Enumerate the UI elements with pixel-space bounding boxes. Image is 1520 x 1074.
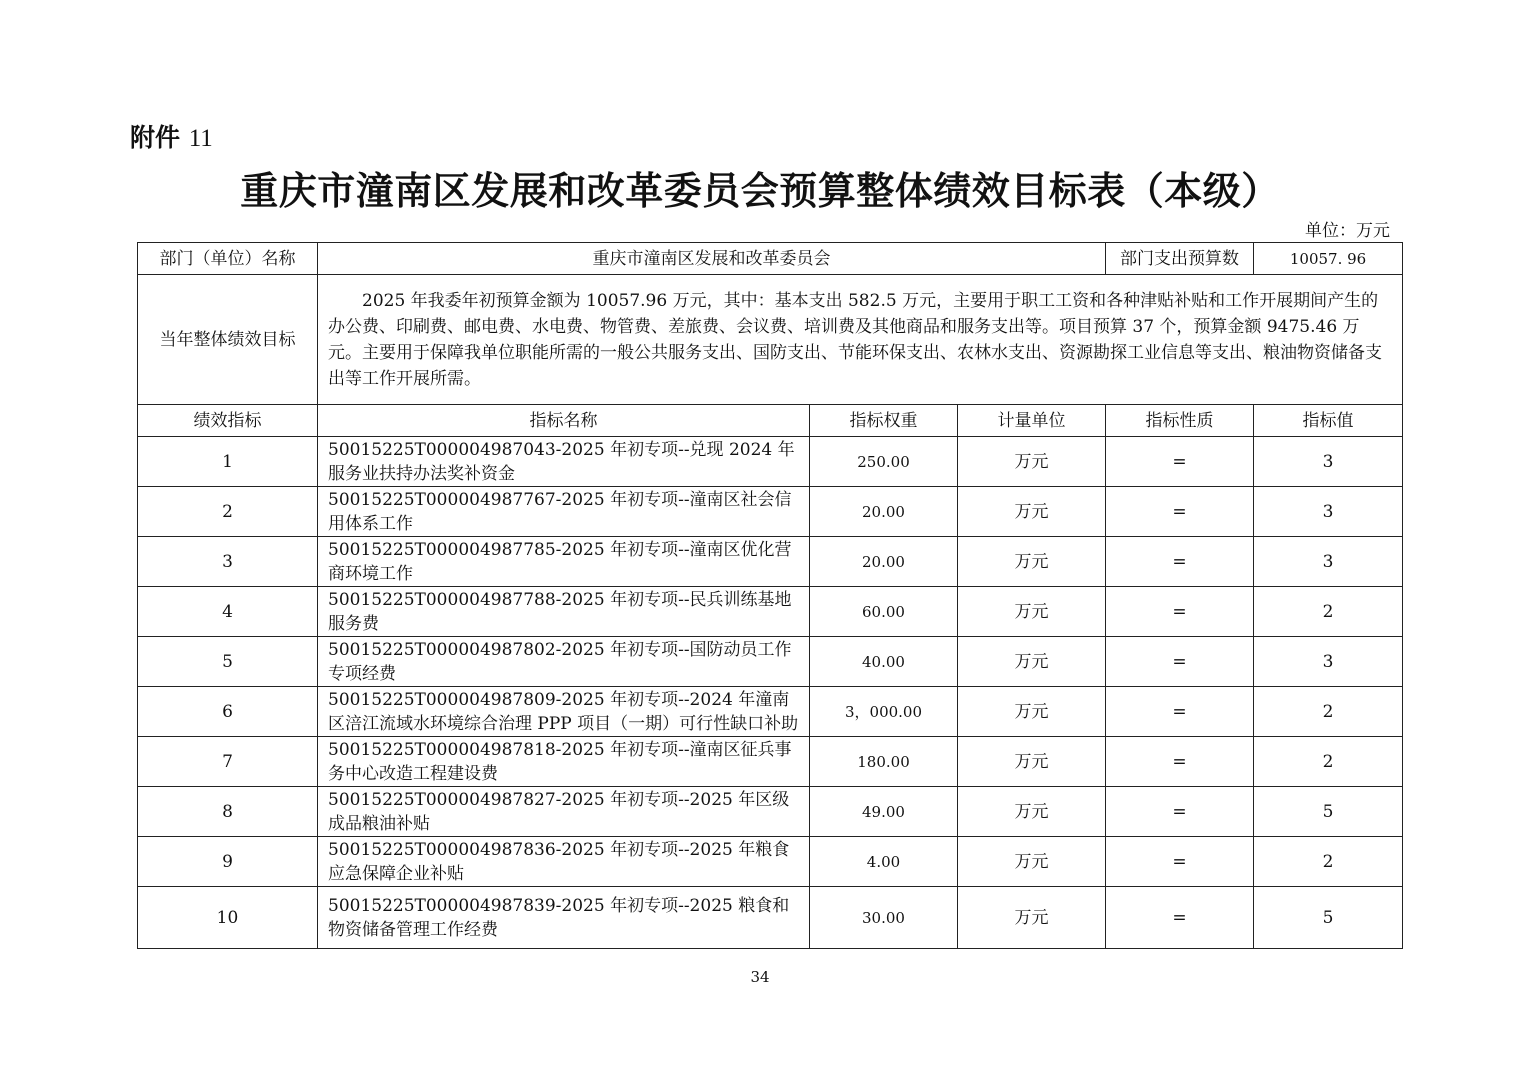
- row-nature: =: [1106, 637, 1254, 687]
- unit-label: 单位：万元: [1305, 221, 1390, 241]
- row-number: 2: [138, 487, 318, 537]
- budget-label: 部门支出预算数: [1106, 243, 1254, 275]
- row-name: 50015225T000004987043-2025 年初专项--兑现 2024 年服务业扶持办法奖补资金: [318, 437, 810, 487]
- table-row: [138, 887, 1403, 949]
- row-nature: =: [1106, 587, 1254, 637]
- row-nature: =: [1106, 737, 1254, 787]
- row-name: 50015225T000004987836-2025 年初专项--2025 年粮食应急保障企业补贴: [318, 837, 810, 887]
- table-row: [138, 487, 1403, 537]
- row-nature: =: [1106, 687, 1254, 737]
- page-title: 重庆市潼南区发展和改革委员会预算整体绩效目标表（本级）: [240, 169, 1280, 213]
- dept-label: 部门（单位）名称: [138, 243, 318, 275]
- col-weight: 指标权重: [810, 405, 958, 437]
- row-value: 3: [1254, 537, 1403, 587]
- row-weight: 4.00: [810, 837, 958, 887]
- row-unit: 万元: [958, 437, 1106, 487]
- goal-label: 当年整体绩效目标: [138, 275, 318, 405]
- attachment-label: [130, 118, 213, 154]
- row-unit: 万元: [958, 537, 1106, 587]
- row-weight: 49.00: [810, 787, 958, 837]
- row-number: 5: [138, 637, 318, 687]
- row-name: 50015225T000004987788-2025 年初专项--民兵训练基地服务费: [318, 587, 810, 637]
- row-value: 5: [1254, 787, 1403, 837]
- row-nature: =: [1106, 887, 1254, 949]
- row-name: 50015225T000004987767-2025 年初专项--潼南区社会信用体系工作: [318, 487, 810, 537]
- row-nature: =: [1106, 837, 1254, 887]
- col-nature: 指标性质: [1106, 405, 1254, 437]
- row-name: 50015225T000004987827-2025 年初专项--2025 年区级成品粮油补贴: [318, 787, 810, 837]
- row-nature: =: [1106, 537, 1254, 587]
- row-weight: 40.00: [810, 637, 958, 687]
- row-unit: 万元: [958, 837, 1106, 887]
- col-value: 指标值: [1254, 405, 1403, 437]
- row-name: 50015225T000004987802-2025 年初专项--国防动员工作专项经费: [318, 637, 810, 687]
- row-nature: =: [1106, 437, 1254, 487]
- col-name: 指标名称: [318, 405, 810, 437]
- table-row: [138, 687, 1403, 737]
- dept-name: 重庆市潼南区发展和改革委员会: [318, 243, 1106, 275]
- attachment-label-text: 附件: [130, 123, 181, 152]
- row-value: 2: [1254, 737, 1403, 787]
- row-number: 10: [138, 887, 318, 949]
- row-nature: =: [1106, 787, 1254, 837]
- row-name: 50015225T000004987785-2025 年初专项--潼南区优化营商环境工作: [318, 537, 810, 587]
- table-row: [138, 437, 1403, 487]
- table-row: [138, 837, 1403, 887]
- table-row: [138, 737, 1403, 787]
- row-name: 50015225T000004987839-2025 年初专项--2025 粮食和物资储备管理工作经费: [318, 887, 810, 949]
- column-header-row: [138, 405, 1403, 437]
- page-number: 34: [750, 968, 770, 986]
- row-value: 3: [1254, 637, 1403, 687]
- row-weight: 3，000.00: [810, 687, 958, 737]
- row-value: 3: [1254, 437, 1403, 487]
- row-number: 6: [138, 687, 318, 737]
- row-unit: 万元: [958, 737, 1106, 787]
- row-weight: 250.00: [810, 437, 958, 487]
- row-number: 3: [138, 537, 318, 587]
- goal-row: [138, 275, 1403, 405]
- row-unit: 万元: [958, 487, 1106, 537]
- table-row: [138, 637, 1403, 687]
- row-weight: 20.00: [810, 537, 958, 587]
- row-weight: 30.00: [810, 887, 958, 949]
- row-value: 5: [1254, 887, 1403, 949]
- table-row: [138, 787, 1403, 837]
- row-weight: 60.00: [810, 587, 958, 637]
- row-unit: 万元: [958, 787, 1106, 837]
- dept-row: [138, 243, 1403, 275]
- row-number: 7: [138, 737, 318, 787]
- performance-table: [137, 242, 1403, 949]
- col-indicator: 绩效指标: [138, 405, 318, 437]
- table-row: [138, 537, 1403, 587]
- row-nature: =: [1106, 487, 1254, 537]
- row-value: 2: [1254, 837, 1403, 887]
- attachment-number: 11: [188, 125, 213, 152]
- row-number: 9: [138, 837, 318, 887]
- row-unit: 万元: [958, 887, 1106, 949]
- row-value: 2: [1254, 587, 1403, 637]
- row-name: 50015225T000004987809-2025 年初专项--2024 年潼南区涪江流域水环境综合治理 PPP 项目（一期）可行性缺口补助: [318, 687, 810, 737]
- row-number: 4: [138, 587, 318, 637]
- row-name: 50015225T000004987818-2025 年初专项--潼南区征兵事务中心改造工程建设费: [318, 737, 810, 787]
- goal-text: 2025 年我委年初预算金额为 10057.96 万元，其中：基本支出 582.5 万元，主要用于职工工资和各种津贴补贴和工作开展期间产生的办公费、印刷费、邮电费、水电费、物管费、差旅费、会议费、培训费及其他商品和服务支出等。项目预算 37 个，预算金额 9475.46 万元。主要用于保障我单位职能所需的一般公共服务支出、国防支出、节能环保支出、农林水支出、资源勘探工业信息等支出、粮油物资储备支出等工作开展所需。: [318, 275, 1403, 405]
- row-number: 8: [138, 787, 318, 837]
- row-weight: 20.00: [810, 487, 958, 537]
- row-value: 3: [1254, 487, 1403, 537]
- row-unit: 万元: [958, 687, 1106, 737]
- row-value: 2: [1254, 687, 1403, 737]
- row-unit: 万元: [958, 637, 1106, 687]
- col-unit: 计量单位: [958, 405, 1106, 437]
- table-row: [138, 587, 1403, 637]
- row-number: 1: [138, 437, 318, 487]
- budget-value: 10057. 96: [1254, 243, 1403, 275]
- row-weight: 180.00: [810, 737, 958, 787]
- row-unit: 万元: [958, 587, 1106, 637]
